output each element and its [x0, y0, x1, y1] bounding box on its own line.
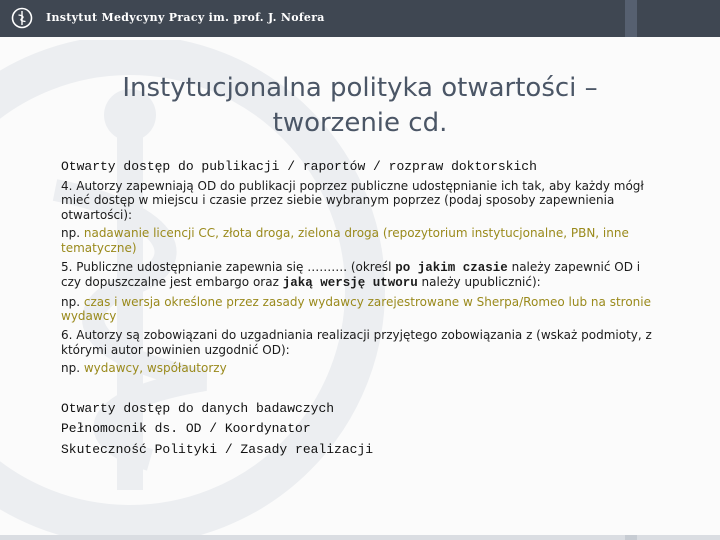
- title-line-2: tworzenie cd.: [272, 108, 448, 138]
- coordinator-heading: Pełnomocnik ds. OD / Koordynator: [61, 421, 311, 437]
- paragraph-6: 6. Autorzy są zobowiązani do uzgadniania realizacji przyjętego zobowiązania z (wskaż podmioty, z którymi autor powinien uzgodnić OD):: [61, 327, 652, 357]
- example-1: [61, 226, 661, 255]
- p5-emphasis-version: jaką wersję utworu: [282, 276, 418, 291]
- slide-title: [80, 71, 640, 141]
- paragraph-4: 4. Autorzy zapewniają OD do publikacji poprzez publiczne udostępnianie ich tak, aby każdy mógł mieć dostęp w miejscu i czasie przez siebie wybranym poprzez (podaj sposoby zapewnienia otwartości):: [61, 178, 644, 222]
- title-line-1: Instytucjonalna polityka otwartości –: [122, 73, 598, 103]
- p5-part-1: 5. Publiczne udostępnianie zapewnia się ………. (określ: [61, 259, 396, 274]
- bottom-bar: [0, 535, 720, 540]
- bottom-stripe: [625, 535, 637, 540]
- example-2: [61, 295, 661, 324]
- example-3-text: wydawcy, współautorzy: [83, 361, 227, 376]
- footer-lines: [61, 402, 661, 458]
- example-3: [61, 361, 661, 376]
- example-prefix: np.: [61, 294, 84, 309]
- example-2-text: czas i wersja określone przez zasady wydawcy zarejestrowane w Sherpa/Romeo lub na stronie wydawcy: [61, 294, 651, 324]
- section-heading-publications: Otwarty dostęp do publikacji / raportów / rozpraw doktorskich: [61, 159, 537, 174]
- p5-part-3: należy upublicznić):: [417, 275, 541, 290]
- p5-emphasis-time: po jakim czasie: [395, 260, 508, 275]
- example-prefix: np.: [61, 226, 84, 241]
- p5-part-2: należy zapewnić OD i czy dopuszczalne jest embargo oraz: [61, 259, 641, 290]
- research-data-heading: Otwarty dostęp do danych badawczych: [61, 400, 335, 416]
- paragraph-5: [61, 260, 661, 291]
- example-prefix: np.: [61, 361, 84, 376]
- effectiveness-heading: Skuteczność Polityki / Zasady realizacji: [61, 441, 374, 457]
- caduceus-icon: [11, 7, 33, 29]
- example-1-text: nadawanie licencji CC, złota droga, zielona droga (repozytorium instytucjonalne, PBN, inne tematyczne): [61, 226, 629, 255]
- header-stripe: [625, 0, 637, 37]
- slide-content: [61, 160, 661, 464]
- header-bar: [0, 0, 720, 37]
- institute-name: Instytut Medycyny Pracy im. prof. J. Nofera: [46, 11, 325, 24]
- spacer: [61, 380, 661, 402]
